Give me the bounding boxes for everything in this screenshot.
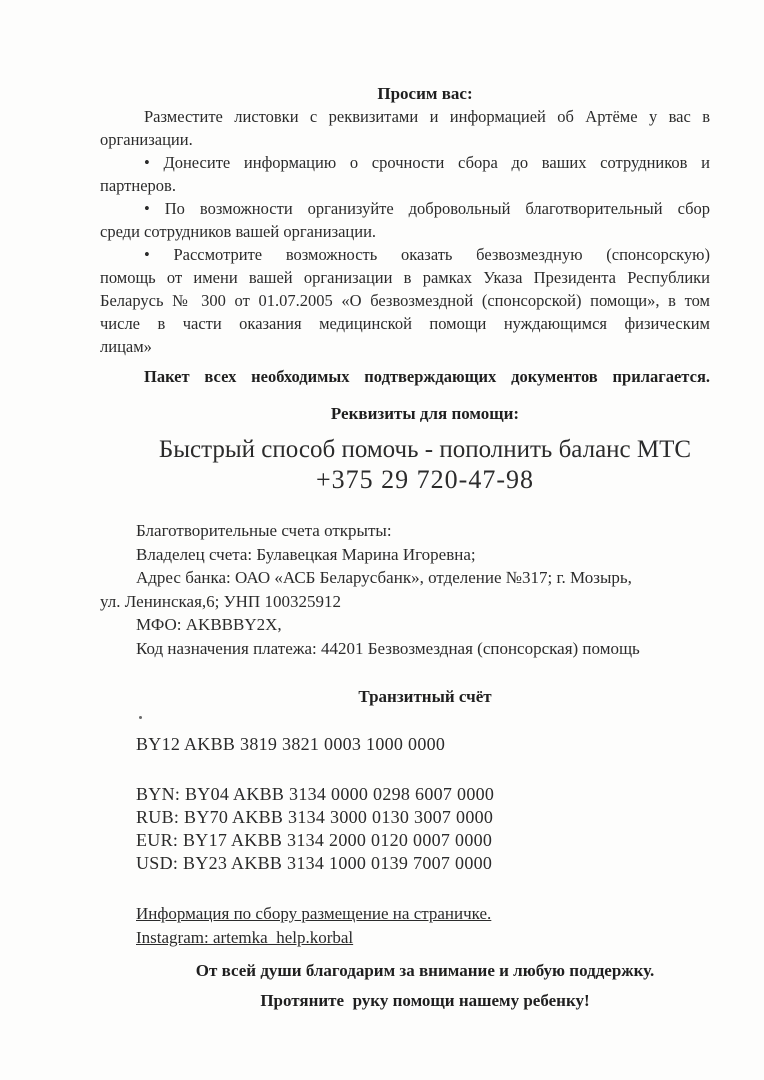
currency-accounts-block xyxy=(100,783,710,875)
paragraph-inform-staff xyxy=(100,151,710,197)
bank-details-block xyxy=(100,519,710,660)
transit-heading: Транзитный счёт xyxy=(358,687,492,706)
bank-mfo: МФО: AKBBBY2X, xyxy=(136,615,282,634)
paragraph-line: • По возможности организуйте добровольный благотворительный сбор xyxy=(144,199,710,218)
transit-account-number: BY12 AKBB 3819 3821 0003 1000 0000 xyxy=(136,734,446,754)
quick-way-phone: +375 29 720-47-98 xyxy=(316,465,534,494)
instagram-line: Instagram: artemka_help.korbal xyxy=(136,927,354,947)
paragraph-line: Разместите листовки с реквизитами и информацией об Артёме у вас в xyxy=(144,107,710,126)
thanks-line: От всей души благодарим за внимание и любую поддержку. xyxy=(195,961,655,980)
account-owner: Владелец счета: Булавецкая Марина Игоревна; xyxy=(136,544,476,564)
account-byn: BYN: BY04 AKBB 3134 0000 0298 6007 0000 xyxy=(136,784,495,804)
paragraph-line: партнеров. xyxy=(100,176,176,195)
account-rub: RUB: BY70 AKBB 3134 3000 0130 3007 0000 xyxy=(136,807,494,827)
paragraph-line: организации. xyxy=(100,130,193,149)
paragraph-line: числе в части оказания медицинской помощи нуждающимся физическим xyxy=(100,314,710,333)
paragraph-sponsor-help xyxy=(100,243,710,358)
account-usd: USD: BY23 AKBB 3134 1000 0139 7007 0000 xyxy=(136,853,493,873)
paragraph-line: лицам» xyxy=(100,337,152,356)
scan-artifact-dot xyxy=(139,716,142,719)
paragraph-line: Беларусь № 300 от 01.07.2005 «О безвозмездной (спонсорской) помощи», в том xyxy=(100,291,710,310)
paragraph-line: среди сотрудников вашей организации. xyxy=(100,222,377,241)
bank-address-line-2: ул. Ленинская,6; УНП 100325912 xyxy=(100,591,341,611)
paragraph-line: помощь от имени вашей организации в рамках Указа Президента Республики xyxy=(100,268,710,287)
payment-code: Код назначения платежа: 44201 Безвозмездная (спонсорская) помощь xyxy=(136,638,640,658)
account-eur: EUR: BY17 AKBB 3134 2000 0120 0007 0000 xyxy=(136,830,493,850)
final-appeal-line: Протяните руку помощи нашему ребенку! xyxy=(260,991,590,1010)
request-heading: Просим вас: xyxy=(377,84,473,103)
paragraph-place-leaflets xyxy=(100,105,710,151)
bank-address-line-1: Адрес банка: ОАО «АСБ Беларусбанк», отделение №317; г. Мозырь, xyxy=(136,568,632,587)
requisites-heading: Реквизиты для помощи: xyxy=(330,404,520,423)
paragraph-line: • Донесите информацию о срочности сбора до ваших сотрудников и xyxy=(144,153,710,172)
paragraph-line: • Рассмотрите возможность оказать безвозмездную (спонсорскую) xyxy=(144,245,710,264)
info-link-line: Информация по сбору размещение на страничке. xyxy=(136,904,492,923)
accounts-intro: Благотворительные счета открыты: xyxy=(136,521,392,540)
paragraph-organize-collection xyxy=(100,197,710,243)
documents-note: Пакет всех необходимых подтверждающих документов прилагается. xyxy=(144,367,710,386)
quick-way-line: Быстрый способ помочь - пополнить баланс МТС xyxy=(158,436,692,463)
